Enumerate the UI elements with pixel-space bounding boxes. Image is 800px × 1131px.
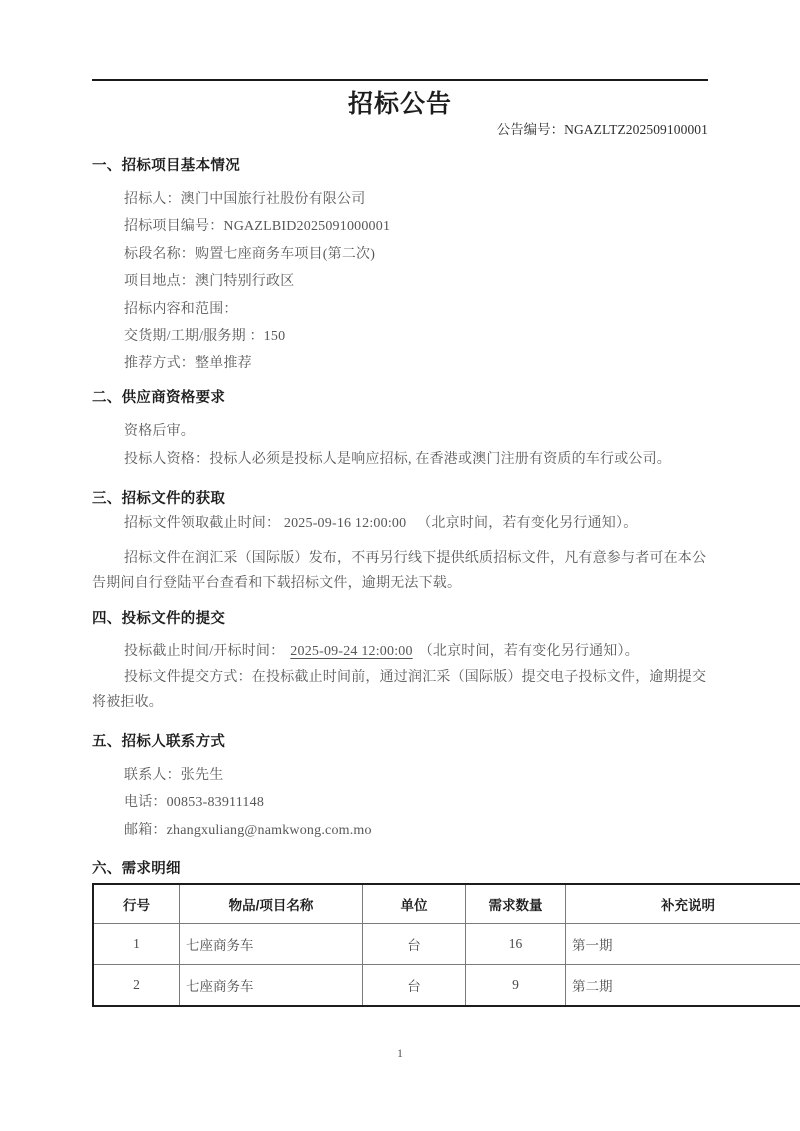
table-row — [93, 965, 800, 1007]
section-2-line-1: 资格后审。 — [124, 424, 195, 439]
notice-number-label: 公告编号： — [496, 122, 565, 137]
row-1-no: 1 — [93, 924, 180, 965]
section-4-line-2: 投标文件提交方式：在投标截止时间前，通过润汇采（国际版）提交电子投标文件，逾期提交将被拒收。 — [92, 670, 707, 710]
row-2-name: 七座商务车 — [180, 965, 363, 1007]
notice-number — [92, 118, 708, 138]
contact-phone: 电话：00853-83911148 — [124, 795, 265, 810]
table-row — [93, 924, 800, 965]
section-1-line-5: 招标内容和范围： — [124, 302, 238, 317]
row-1-note: 第一期 — [566, 924, 800, 965]
section-3-line-2: 招标文件在润汇采（国际版）发布，不再另行线下提供纸质招标文件，凡有意参与者可在本公告期间自行登陆平台查看和下载招标文件，逾期无法下载。 — [92, 551, 707, 591]
section-4-deadline — [124, 640, 639, 660]
requirement-table — [92, 883, 800, 1007]
section-heading-4: 四、投标文件的提交 — [92, 611, 226, 627]
page-number: 1 — [397, 1046, 403, 1060]
table-header-unit: 单位 — [363, 884, 466, 924]
deadline-value: 2025-09-24 12:00:00 — [290, 644, 413, 659]
row-1-qty: 16 — [466, 924, 566, 965]
table-header-row — [93, 884, 800, 924]
section-1-line-6: 交货期/工期/服务期 ：150 — [124, 329, 286, 344]
section-heading-2: 二、供应商资格要求 — [92, 390, 226, 406]
section-1-line-4: 项目地点：澳门特别行政区 — [124, 274, 295, 289]
row-2-note: 第二期 — [566, 965, 800, 1007]
contact-person: 联系人：张先生 — [124, 768, 224, 783]
table-header-note: 补充说明 — [566, 884, 800, 924]
contact-email: 邮箱：zhangxuliang@namkwong.com.mo — [124, 823, 372, 838]
deadline-label: 投标截止时间/开标时间： — [124, 644, 285, 659]
table-header-name: 物品/项目名称 — [180, 884, 363, 924]
section-heading-3: 三、招标文件的获取 — [92, 491, 226, 507]
section-2-line-2: 投标人资格：投标人必须是投标人是响应招标, 在香港或澳门注册有资质的车行或公司。 — [124, 452, 671, 467]
section-1-line-2: 招标项目编号：NGAZLBID2025091000001 — [124, 219, 391, 234]
section-1-line-1: 招标人：澳门中国旅行社股份有限公司 — [124, 192, 366, 207]
row-2-no: 2 — [93, 965, 180, 1007]
row-2-qty: 9 — [466, 965, 566, 1007]
notice-number-value: NGAZLTZ202509100001 — [564, 122, 708, 137]
section-1-line-3: 标段名称：购置七座商务车项目(第二次) — [124, 247, 376, 262]
section-3-line-1: 招标文件领取截止时间： 2025-09-16 12:00:00 （北京时间，若有变化另行通知）。 — [124, 516, 638, 531]
page-title: 招标公告 — [347, 90, 452, 118]
row-1-unit: 台 — [363, 924, 466, 965]
header-rule — [92, 79, 708, 81]
section-heading-1: 一、招标项目基本情况 — [92, 158, 240, 174]
deadline-suffix: （北京时间，若有变化另行通知）。 — [418, 644, 639, 659]
table-header-qty: 需求数量 — [466, 884, 566, 924]
row-2-unit: 台 — [363, 965, 466, 1007]
section-heading-5: 五、招标人联系方式 — [92, 734, 226, 750]
section-heading-6: 六、需求明细 — [92, 861, 181, 877]
section-1-line-7: 推荐方式：整单推荐 — [124, 356, 252, 371]
table-header-no: 行号 — [93, 884, 180, 924]
row-1-name: 七座商务车 — [180, 924, 363, 965]
